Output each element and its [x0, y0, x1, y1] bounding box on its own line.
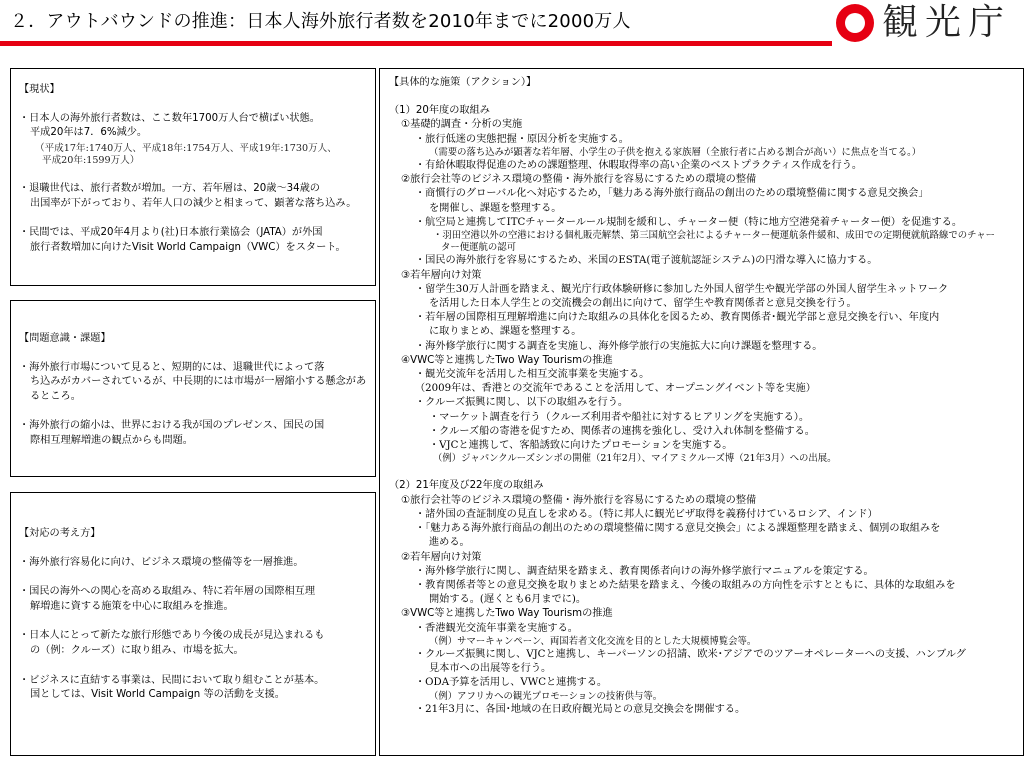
- subheading: ④VWC等と連携したTwo Way Tourismの推進: [401, 354, 613, 366]
- spacer: [389, 90, 1015, 104]
- list-item: ・有給休暇取得促進のための課題整理、休暇取得率の高い企業のベストプラクティス作成を行う。: [415, 160, 863, 172]
- list-item: [19, 112, 367, 168]
- list-item: ・クルーズ振興に関し、VJCと連携し、キーパーソンの招請、欧米･アジアでのツアーオペレーターへの支援、ハンブルグ: [415, 648, 966, 660]
- list-item: ・国民の海外旅行を容易にするため、米国のESTA(電子渡航認証システム)の円滑な導入に協力する。: [415, 255, 878, 267]
- note-text: （例）サマーキャンペーン、両国若者文化交流を目的とした大規模博覧会等。: [429, 635, 757, 647]
- spacer: [389, 465, 1015, 479]
- list-item: ・若年層の国際相互理解増進に向けた取組みの具体化を図るため、教育関係者･観光学部と意見交換を行い、年度内: [415, 312, 940, 324]
- item-text: ・退職世代は、旅行者数が増加。一方、若年層は、20歳～34歳の: [19, 183, 320, 195]
- subheading: ②若年層向け対策: [401, 551, 482, 563]
- list-item-cont: を開催し、課題を整理する。: [429, 202, 562, 214]
- list-item: ・クルーズ振興に関し、以下の取組みを行う。: [415, 397, 629, 409]
- list-item: ・旅行低迷の実態把握・原因分析を実施する。: [415, 133, 629, 145]
- note-text-cont: ター便運航の認可: [441, 242, 517, 254]
- section-heading: 【具体的な施策（アクション）】: [389, 77, 537, 88]
- issues-box: [10, 300, 376, 477]
- list-item-cont: 進める。: [429, 537, 470, 549]
- year-heading: （1）20年度の取組み: [389, 105, 490, 117]
- list-item: ・諸外国の査証制度の見直しを求める。（特に邦人に観光ビザ取得を義務付けているロシア、インド）: [415, 508, 878, 520]
- agency-logo: [836, 2, 1024, 46]
- list-item: ・海外修学旅行に関し、調査結果を踏まえ、教育関係者向けの海外修学旅行マニュアルを策定する。: [415, 565, 874, 577]
- note-text: （例）ジャパンクルーズシンポの開催（21年2月）、マイアミクルーズ博（21年3月）への出展。: [433, 453, 837, 465]
- list-item: ・教育関係者等との意見交換を取りまとめた結果を踏まえ、今後の取組みの方向性を示すとともに、具体的な取組みを: [415, 579, 956, 591]
- list-item: ・商慣行のグローバル化へ対応するため，「魅力ある海外旅行商品の創出のための環境整備に関する意見交換会」: [415, 188, 929, 200]
- list-item: [19, 585, 367, 614]
- item-text: ・国民の海外への関心を高める取組み、特に若年層の国際相互理: [19, 586, 316, 598]
- header-divider: [0, 41, 832, 46]
- item-text: ・海外旅行の縮小は、世界における我が国のプレゼンス、国民の国: [19, 420, 325, 432]
- note-text: （2009年は、香港との交流年であることを活用して、オープニングイベント等を実施）: [415, 383, 816, 395]
- item-text-cont: の（例：クルーズ）に取り組み、市場を拡大。: [30, 644, 244, 656]
- list-item: [19, 361, 367, 405]
- page-title: ２．アウトバウンドの推進：日本人海外旅行者数を2010年までに2000万人: [10, 11, 631, 32]
- list-item: [19, 419, 367, 448]
- list-item: ・21年3月に、各国･地域の在日政府観光局との意見交換会を開催する。: [415, 703, 746, 715]
- item-note: （平成17年:1740万人、平成18年:1754万人、平成19年:1730万人、: [35, 142, 337, 154]
- item-text-cont: 国としては、Visit World Campaign 等の活動を支援。: [30, 689, 285, 701]
- list-item-cont: 見本市への出展等を行う。: [429, 663, 552, 675]
- list-item: [19, 226, 367, 255]
- subheading: ①基礎的調査・分析の実施: [401, 119, 523, 131]
- subheading: ①旅行会社等のビジネス環境の整備・海外旅行を容易にするための環境の整備: [401, 494, 757, 506]
- measures-box: [379, 68, 1024, 756]
- list-item-cont: に取りまとめ、課題を整理する。: [429, 326, 582, 338]
- current-state-box: [10, 68, 376, 286]
- list-item: ・「魅力ある海外旅行商品の創出のための環境整備に関する意見交換会」による課題整理を踏まえ、個別の取組みを: [415, 523, 941, 535]
- note-text: （需要の落ち込みが顕著な若年層、小学生の子供を抱える家族層（全旅行者に占める割合が高い）に焦点を当てる。）: [429, 146, 922, 158]
- list-item: ・観光交流年を活用した相互交流事業を実施する。: [415, 369, 650, 381]
- list-item: ・ODA予算を活用し、VWCと連携する。: [415, 677, 608, 689]
- section-heading: 【問題意識・課題】: [19, 333, 111, 344]
- policy-box: [10, 492, 376, 756]
- subheading: ③若年層向け対策: [401, 269, 482, 281]
- item-text-cont: 際相互理解増進の観点からも問題。: [30, 434, 193, 446]
- item-text: ・日本人にとって新たな旅行形態であり今後の成長が見込まれるも: [19, 630, 325, 642]
- list-item: ・香港観光交流年事業を実施する。: [415, 622, 578, 634]
- sub-list-item: ・マーケット調査を行う（クルーズ利用者や船社に対するヒアリングを実施する）。: [429, 411, 810, 423]
- subheading: ②旅行会社等のビジネス環境の整備・海外旅行を容易にするための環境の整備: [401, 174, 757, 186]
- list-item: ・留学生30万人計画を踏まえ、観光庁行政体験研修に参加した外国人留学生や観光学部の外国人留学生ネットワーク: [415, 283, 949, 295]
- item-text: ・日本人の海外旅行者数は、ここ数年1700万人台で横ばい状態。: [19, 112, 320, 124]
- item-text-cont: 解増進に資する施策を中心に取組みを推進。: [30, 600, 234, 612]
- list-item: [19, 556, 367, 571]
- sub-list-item: ・クルーズ船の寄港を促すため、関係者の連携を強化し、受け入れ体制を整備する。: [429, 425, 815, 437]
- list-item: [19, 182, 367, 211]
- list-item-cont: を活用した日本人学生との交流機会の創出に向けて、留学生や教育関係者と意見交換を行う。: [429, 298, 857, 310]
- list-item-cont: 開始する。(遅くとも6月までに)。: [429, 594, 587, 606]
- subheading: ③VWC等と連携したTwo Way Tourismの推進: [401, 608, 613, 620]
- list-item: ・航空局と連携してITCチャータールール規制を緩和し、チャーター便（特に地方空港発着チャーター便）を促進する。: [415, 216, 963, 228]
- logo-mark-icon: [836, 4, 874, 42]
- item-text: ・ビジネスに直結する事業は、民間において取り組むことが基本。: [19, 674, 325, 686]
- item-text: ・民間では、平成20年4月より(社)日本旅行業協会（JATA）が外国: [19, 227, 323, 239]
- item-text-cont: 旅行者数増加に向けたVisit World Campaign（VWC）をスタート。: [30, 241, 346, 253]
- list-item: ・海外修学旅行に関する調査を実施し、海外修学旅行の実施拡大に向け課題を整理する。: [415, 340, 823, 352]
- year-heading: （2）21年度及び22年度の取組み: [389, 480, 544, 492]
- item-text-cont: 出国率が下がっており、若年人口の減少と相まって、顕著な落ち込み。: [30, 197, 357, 209]
- section-heading: 【現状】: [19, 84, 60, 95]
- section-heading: 【対応の考え方】: [19, 528, 101, 539]
- list-item: [19, 674, 367, 703]
- sub-list-item: ・VJCと連携して、客船誘致に向けたプロモーションを実施する。: [429, 440, 733, 452]
- list-item: [19, 629, 367, 658]
- item-text: ・海外旅行市場について見ると、短期的には、退職世代によって落: [19, 361, 325, 373]
- item-text: ・海外旅行容易化に向け、ビジネス環境の整備等を一層推進。: [19, 556, 304, 568]
- item-note: 平成20年:1599万人）: [42, 154, 140, 166]
- item-text-cont: 平成20年は7．6%減少。: [30, 127, 148, 139]
- note-text: （例）アフリカへの観光プロモーションの技術供与等。: [429, 690, 663, 702]
- note-text: ・羽田空港以外の空港における個札販売解禁、第三国航空会社によるチャーター便運航条件緩和、成田での定期便就航路線でのチャー: [433, 230, 995, 242]
- item-text-cont: ち込みがカバーされているが、中長期的には市場が一層縮小する懸念があるところ。: [30, 376, 367, 402]
- logo-text: 観光庁: [882, 2, 1012, 43]
